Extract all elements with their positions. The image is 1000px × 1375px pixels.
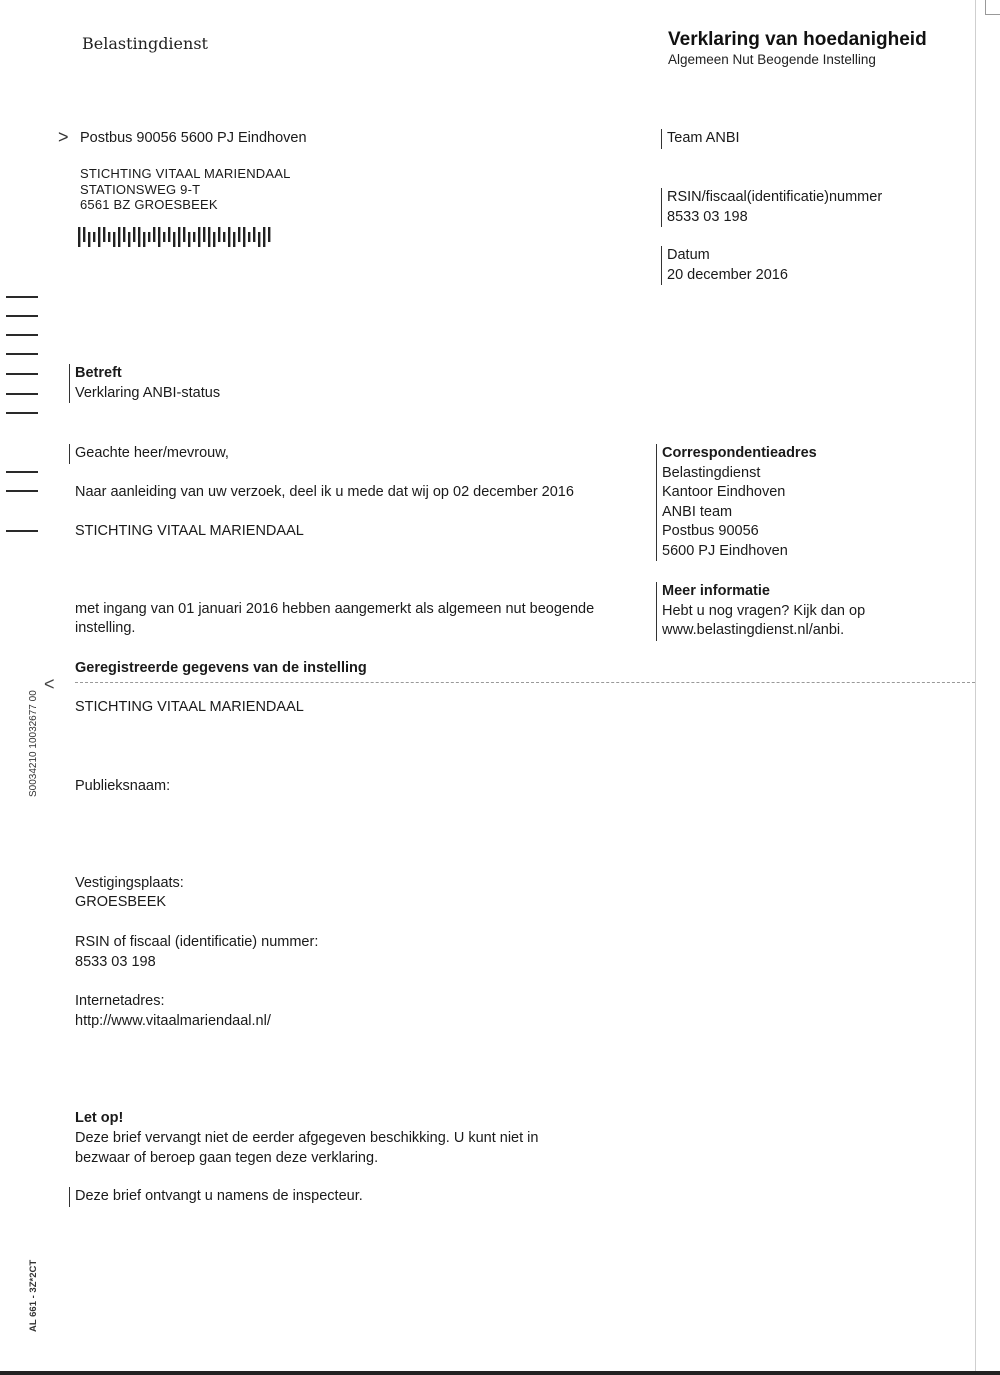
fold-line (75, 682, 975, 683)
return-arrow-icon: > (58, 127, 69, 147)
team-block (661, 129, 740, 149)
barcode-bar (133, 227, 135, 242)
corner-mark (985, 0, 1000, 15)
rsin-block (661, 188, 882, 227)
barcode-bar (153, 227, 155, 242)
document-subtitle: Algemeen Nut Beogende Instelling (668, 52, 876, 67)
public-name-label: Publieksnaam: (75, 778, 171, 794)
barcode-bar (268, 227, 270, 242)
designation-line: met ingang van 01 januari 2016 hebben aangemerkt als algemeen nut beogende (75, 601, 595, 617)
margin-mark (6, 334, 38, 336)
recipient-line: STICHTING VITAAL MARIENDAAL (80, 166, 291, 181)
barcode-bar (98, 227, 100, 247)
margin-mark (6, 353, 38, 355)
barcode-bar (228, 227, 230, 247)
barcode-bar (93, 232, 95, 242)
recipient-address (80, 166, 291, 213)
closing-sentence: Deze brief ontvangt u namens de inspecteur. (69, 1187, 363, 1207)
document-number: S0034210 10032677 00 (28, 690, 39, 797)
margin-mark (6, 530, 38, 532)
correspondence-line: 5600 PJ Eindhoven (662, 542, 788, 559)
salutation: Geachte heer/mevrouw, (69, 444, 229, 464)
date-block (661, 246, 788, 285)
barcode-bar (128, 232, 130, 247)
barcode-bar (88, 232, 90, 247)
barcode-bar (78, 227, 80, 247)
website-label: Internetadres: (75, 993, 165, 1009)
barcode-bar (253, 227, 255, 242)
date-label: Datum (667, 247, 710, 263)
location-value: GROESBEEK (75, 894, 167, 910)
barcode-bar (173, 232, 175, 247)
margin-mark (6, 296, 38, 298)
barcode-bar (198, 227, 200, 247)
more-info-block (656, 582, 865, 641)
barcode-bar (83, 227, 85, 242)
registered-name: STICHTING VITAAL MARIENDAAL (75, 699, 304, 715)
subject-label: Betreft (75, 365, 122, 381)
note-heading: Let op! (75, 1110, 124, 1126)
barcode-bar (123, 227, 125, 242)
barcode-bar (218, 227, 220, 242)
margin-mark (6, 490, 38, 492)
organisation-name: STICHTING VITAAL MARIENDAAL (75, 523, 304, 539)
correspondence-block (656, 444, 817, 561)
more-info-heading: Meer informatie (662, 583, 770, 599)
barcode-bar (103, 227, 105, 242)
barcode-bar (178, 227, 180, 247)
recipient-line: STATIONSWEG 9-T (80, 181, 201, 197)
barcode-bar (243, 227, 245, 247)
barcode-bar (148, 232, 150, 242)
document-title: Verklaring van hoedanigheid (668, 29, 927, 50)
rsin-field-label: RSIN of fiscaal (identificatie) nummer: (75, 934, 319, 950)
barcode-bar (238, 227, 240, 242)
margin-mark (6, 393, 38, 395)
barcode-bar (143, 232, 145, 247)
margin-mark (6, 471, 38, 473)
correspondence-line: Kantoor Eindhoven (662, 484, 786, 500)
barcode-bar (208, 227, 210, 247)
team-name: Team ANBI (667, 130, 740, 146)
barcode-bar (108, 232, 110, 242)
correspondence-heading: Correspondentieadres (662, 445, 817, 461)
website-value: http://www.vitaalmariendaal.nl/ (75, 1013, 271, 1029)
postal-barcode (78, 226, 274, 248)
barcode-bar (138, 227, 140, 247)
note-line: bezwaar of beroep gaan tegen deze verklaring. (75, 1150, 379, 1166)
correspondence-line: Belastingdienst (662, 464, 761, 481)
barcode-bar (163, 232, 165, 242)
rsin-value: 8533 03 198 (667, 208, 748, 225)
margin-mark (6, 315, 38, 317)
correspondence-line: Postbus 90056 (662, 523, 759, 539)
barcode-bar (158, 227, 160, 247)
registered-heading: Geregistreerde gegevens van de instelling (75, 660, 367, 676)
barcode-bar (213, 232, 215, 247)
scan-edge (975, 0, 976, 1375)
more-info-line: www.belastingdienst.nl/anbi. (662, 622, 845, 638)
return-address: Postbus 90056 5600 PJ Eindhoven (80, 130, 307, 146)
barcode-bar (248, 232, 250, 242)
designation-line: instelling. (75, 620, 136, 636)
fold-arrow-icon: < (44, 674, 55, 694)
date-value: 20 december 2016 (667, 266, 788, 283)
scan-bottom-edge (0, 1371, 1000, 1375)
correspondence-line: ANBI team (662, 503, 733, 520)
barcode-bar (263, 227, 265, 247)
margin-mark (6, 373, 38, 375)
subject-block (69, 364, 220, 403)
rsin-field-value: 8533 03 198 (75, 954, 156, 970)
barcode-bar (233, 232, 235, 247)
barcode-bar (203, 227, 205, 242)
recipient-line: 6561 BZ GROESBEEK (80, 197, 218, 212)
more-info-line: Hebt u nog vragen? Kijk dan op (662, 602, 866, 619)
barcode-bar (193, 232, 195, 242)
intro-paragraph: Naar aanleiding van uw verzoek, deel ik u mede dat wij op 02 december 2016 (75, 484, 574, 500)
margin-mark (6, 412, 38, 414)
rsin-label: RSIN/fiscaal(identificatie)nummer (667, 189, 883, 205)
note-line: Deze brief vervangt niet de eerder afgegeven beschikking. U kunt niet in (75, 1130, 539, 1146)
barcode-bar (183, 227, 185, 242)
barcode-bar (118, 227, 120, 247)
barcode-bar (168, 227, 170, 242)
barcode-bar (258, 232, 260, 247)
barcode-bar (223, 232, 225, 242)
barcode-bar (113, 232, 115, 247)
form-code: AL 661 - 3Z*2CT (28, 1259, 39, 1332)
brand-name: Belastingdienst (82, 34, 208, 53)
subject-value: Verklaring ANBI-status (75, 384, 221, 401)
barcode-bar (188, 232, 190, 247)
location-label: Vestigingsplaats: (75, 875, 184, 891)
